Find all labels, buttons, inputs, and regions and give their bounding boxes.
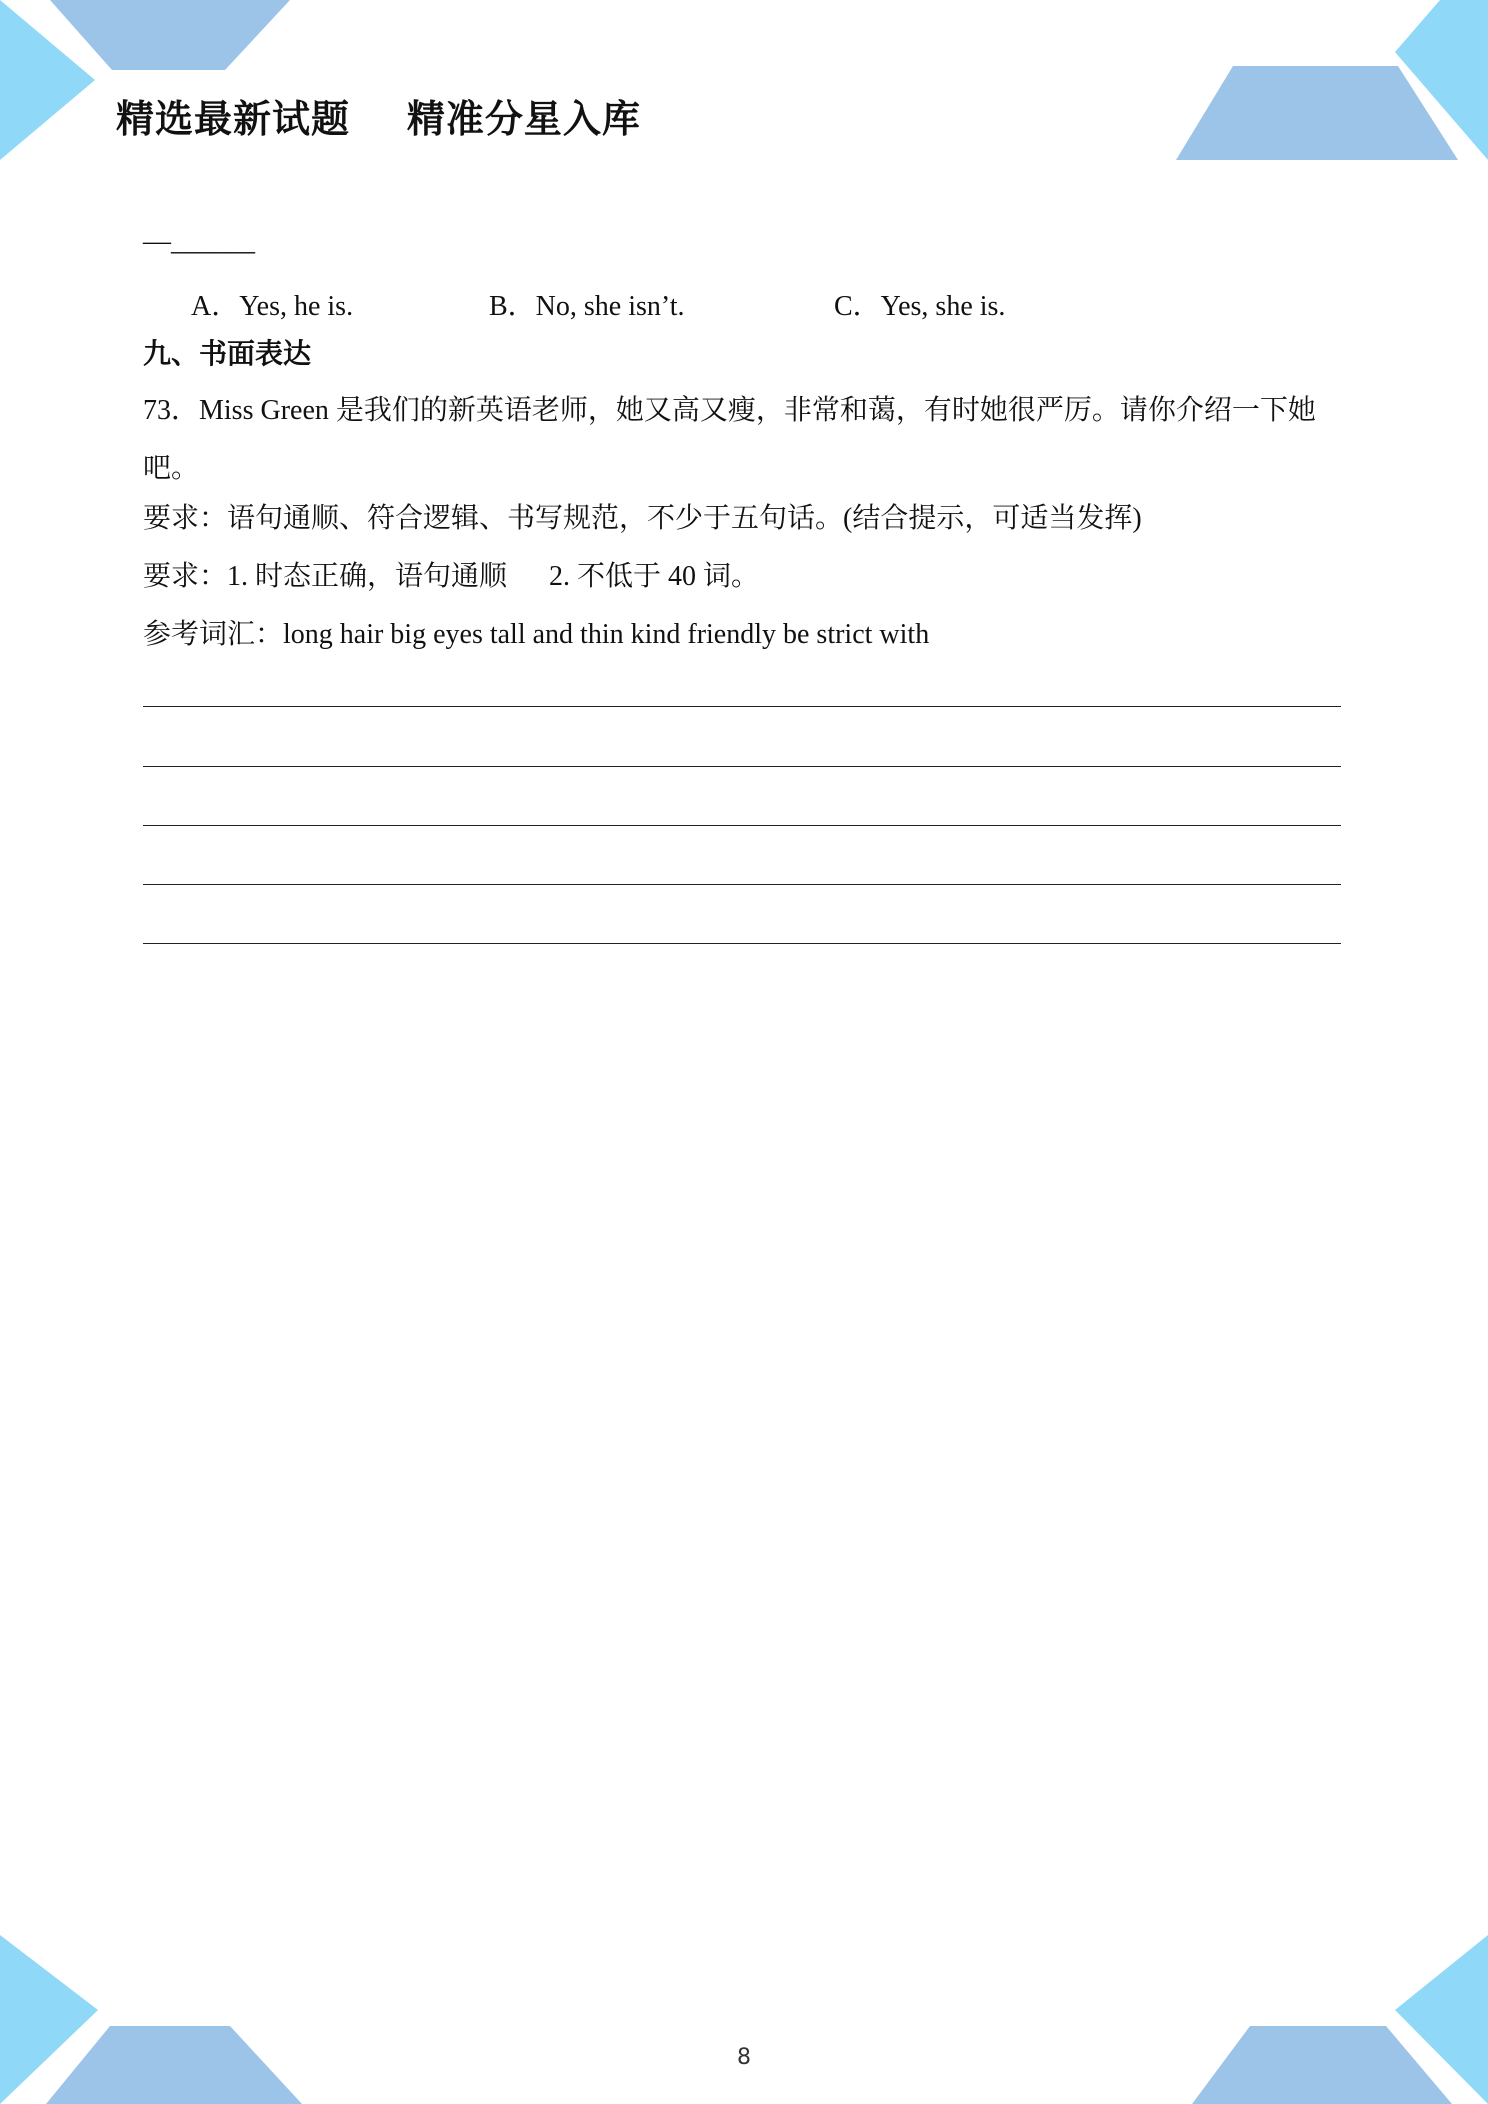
page-number: 8: [737, 2045, 751, 2070]
answer-blank: —______: [143, 226, 255, 257]
option-a: A．Yes, he is.: [191, 291, 354, 322]
option-c: C．Yes, she is.: [834, 291, 1006, 322]
writing-line[interactable]: [143, 943, 1341, 944]
bottom-right-triangle: [1395, 1935, 1488, 2104]
writing-line[interactable]: [143, 825, 1341, 826]
header-title: 精选最新试题 精准分星入库: [116, 97, 641, 141]
requirement-2: 要求：1. 时态正确，语句通顺 2. 不低于 40 词。: [143, 561, 760, 592]
question-73-text: 73．Miss Green 是我们的新英语老师，她又高又瘦，非常和蔼，有时她很严厉。请你介绍一下她吧。: [143, 395, 1316, 484]
reference-vocabulary: 参考词汇：long hair big eyes tall and thin kind friendly be strict with: [143, 619, 930, 650]
top-right-triangle: [1395, 0, 1488, 160]
writing-line[interactable]: [143, 706, 1341, 707]
section-heading: 九、书面表达: [143, 337, 312, 370]
top-right-trapezoid: [1176, 66, 1458, 160]
writing-line[interactable]: [143, 766, 1341, 767]
requirement-1: 要求：语句通顺、符合逻辑、书写规范，不少于五句话。(结合提示，可适当发挥): [143, 503, 1142, 534]
top-left-trapezoid: [50, 0, 290, 70]
bottom-left-triangle: [0, 1935, 98, 2104]
option-b: B．No, she isn’t.: [489, 291, 685, 322]
writing-line[interactable]: [143, 884, 1341, 885]
top-left-triangle: [0, 0, 95, 160]
